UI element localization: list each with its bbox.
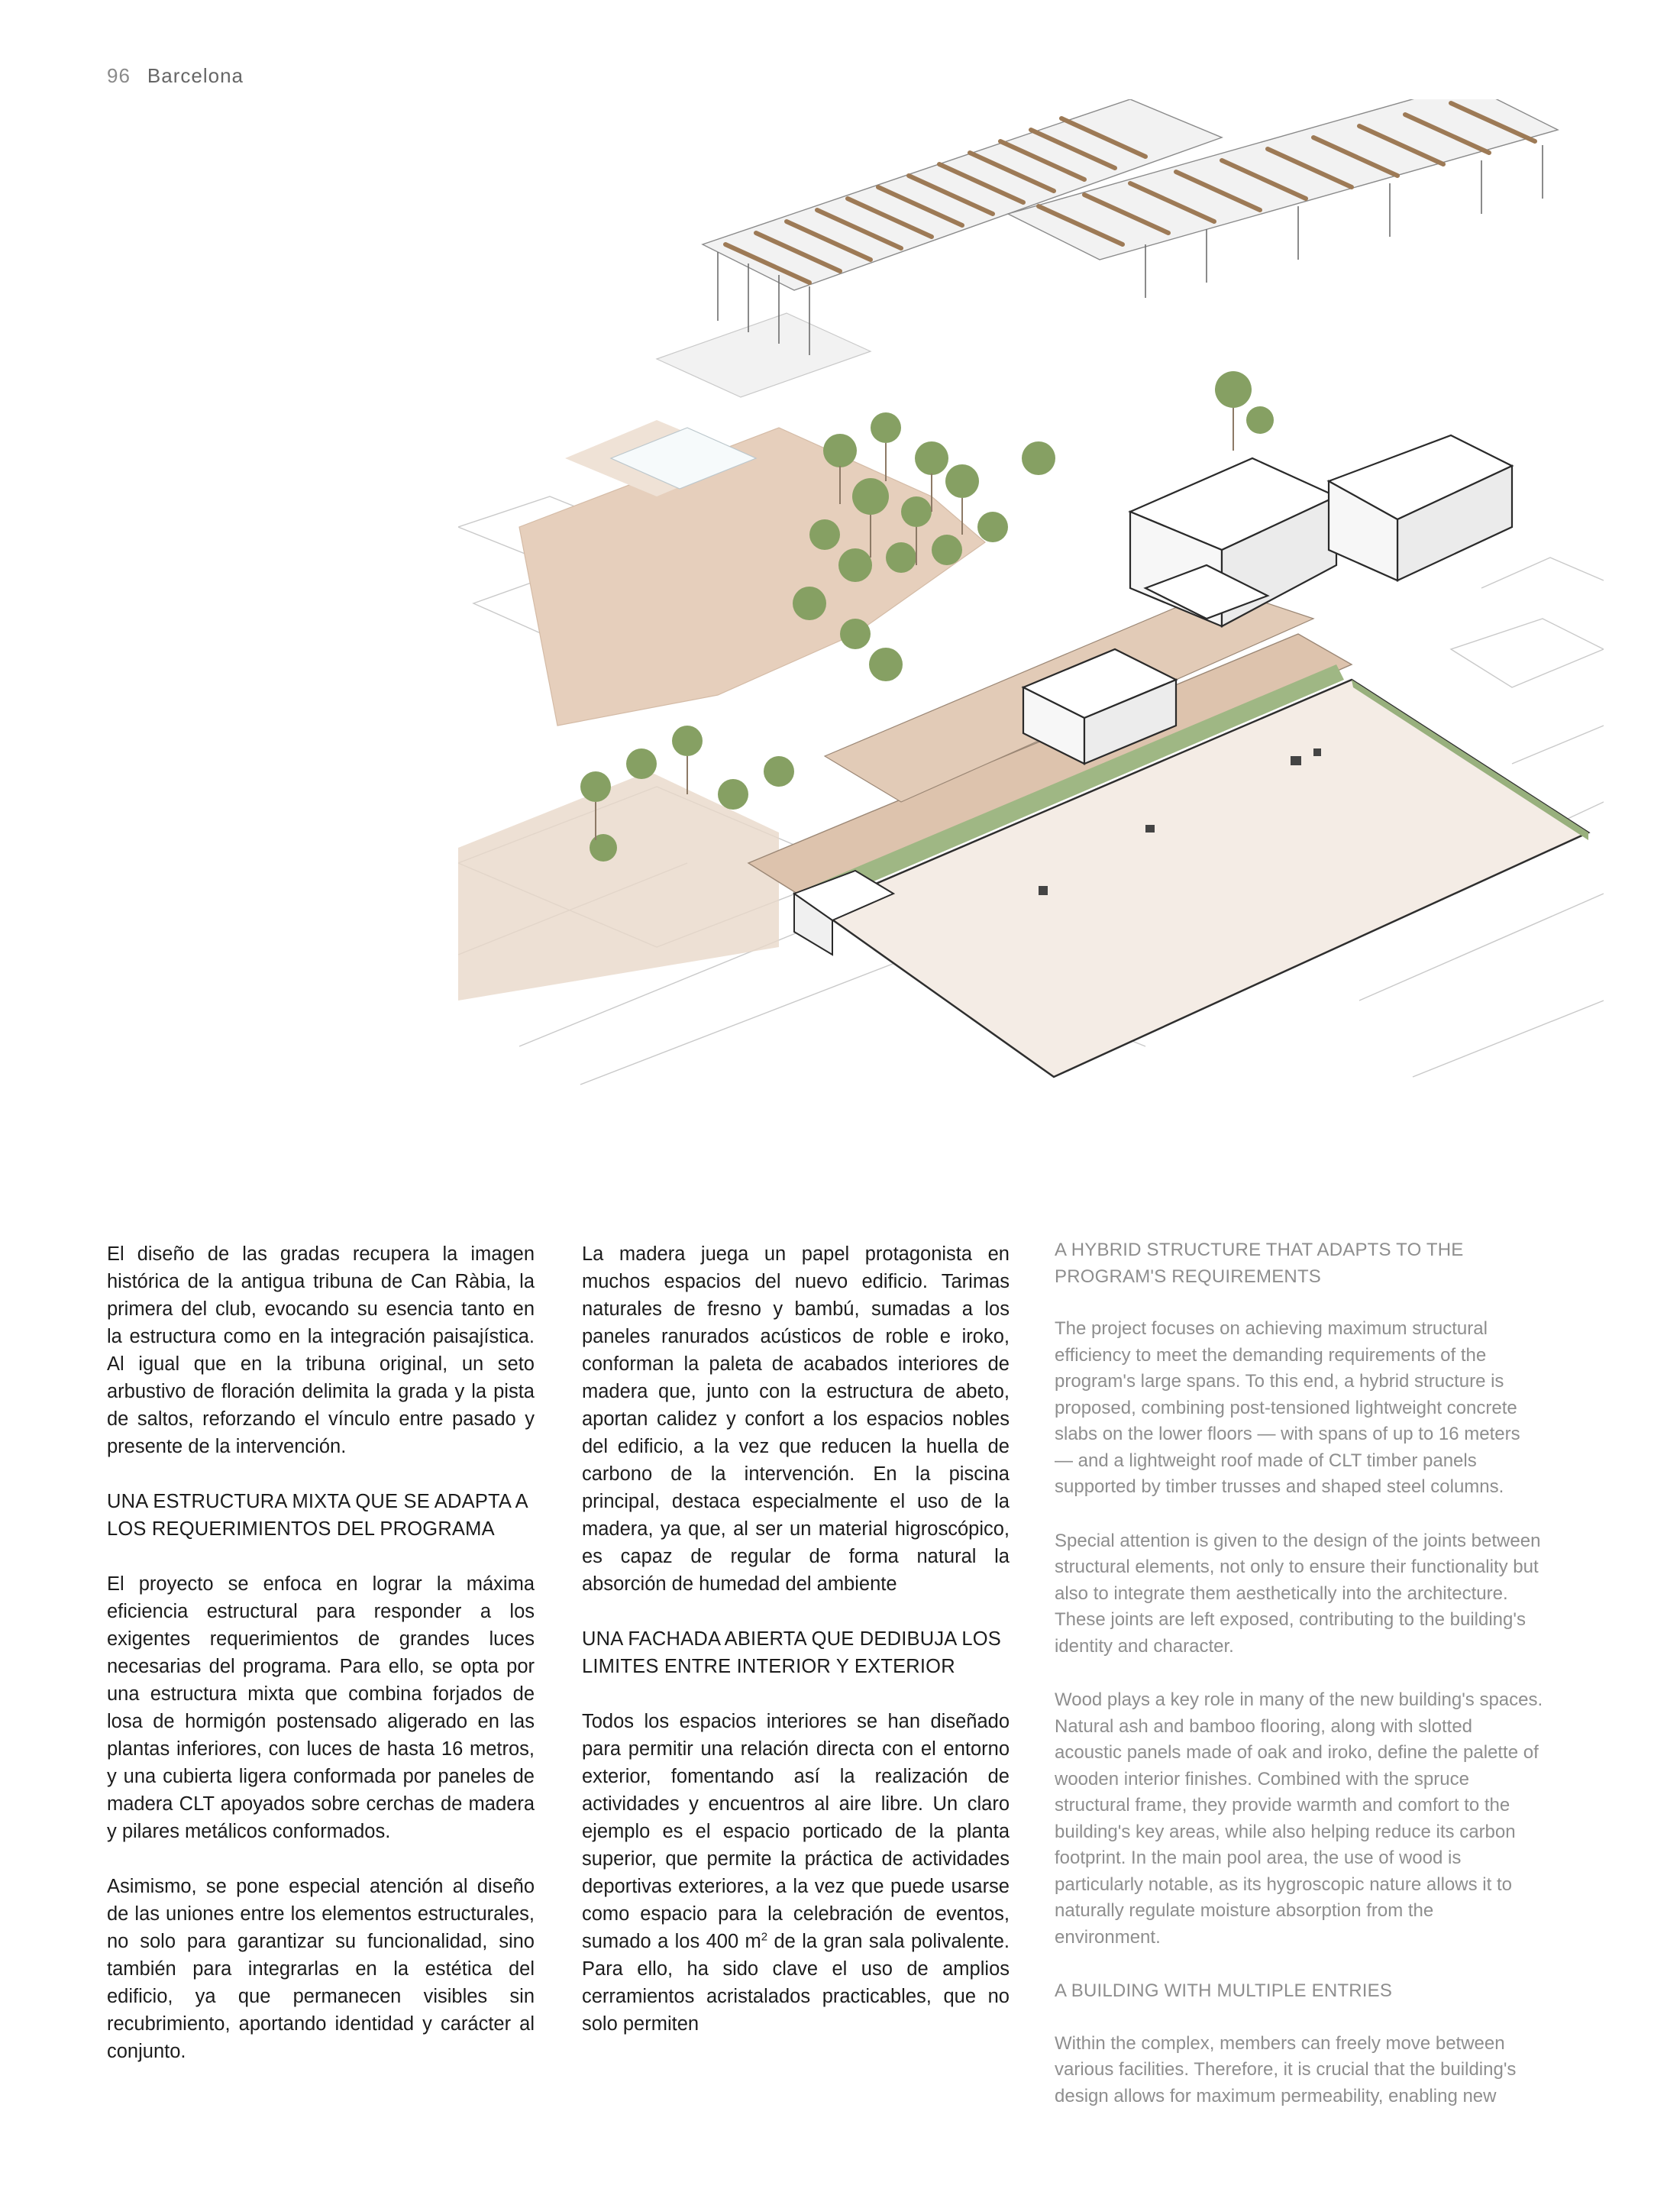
section-heading: A BUILDING WITH MULTIPLE ENTRIES [1055,1980,1393,2001]
section-heading: UNA FACHADA ABIERTA QUE DEDIBUJA LOS LIMITES ENTRE INTERIOR Y EXTERIOR [582,1628,1002,1677]
axonometric-illustration [458,99,1604,1184]
axonometric-drawing [458,99,1604,1184]
paragraph: The project focuses on achieving maximum structural efficiency to meet the demanding requirements of the program's large spans. To this end, a hybrid structure is proposed, combining post-tensioned lightweight concrete slabs on the lower floors — with spans of up to 16 meters — and a lightweight roof made of CLT timber panels supported by timber trusses and shaped steel columns. [1055,1318,1520,1497]
section-title: Barcelona [147,64,244,87]
page-number: 96 [107,64,131,87]
paragraph: El proyecto se enfoca en lograr la máxima eficiencia estructural para responder a los exigentes requerimientos de grandes luces necesarias del programa. Para ello, se opta por una estructura mixta que combina forjados de losa de hormigón postensado aligerado en las plantas inferiores, con luces de hasta 16 metros, y una cubierta ligera conformada por paneles de madera CLT apoyados sobre cerchas de madera y pilares metálicos conformados. [107,1573,535,1842]
paragraph: Special attention is given to the design of the joints between structural elements, not only to ensure their functionality but also to integrate them aesthetically into the architecture. These joints are left exposed, contributing to the building's identity and character. [1055,1530,1541,1657]
section-heading: UNA ESTRUCTURA MIXTA QUE SE ADAPTA A LOS REQUERIMIENTOS DEL PROGRAMA [107,1491,528,1540]
building-volumes [1023,435,1512,764]
exploded-roof-structure [703,99,1558,355]
paragraph: La madera juega un papel protagonista en muchos espacios del nuevo edificio. Tarimas naturales de fresno y bambú, sumadas a los paneles ranurados acústicos de roble e iroko, conforman la paleta de acabados interiores de madera que, junto con la estructura de abeto, aportan calidez y confort a los espacios nobles del edificio, a la vez que reducen la huella de carbono de la intervención. En la piscina principal, destaca especialmente el uso de la madera, ya que, al ser un material higroscópico, es capaz de regular de forma natural la absorción de humedad del ambiente [582,1243,1010,1595]
paragraph: Wood plays a key role in many of the new building's spaces. Natural ash and bamboo flooring, along with slotted acoustic panels made of oak and iroko, define the palette of wooden interior finishes. Combined with the spruce structural frame, they provide warmth and comfort to the building's key areas, while also helping reduce its carbon footprint. In the main pool area, the use of wood is particularly notable, as its hygroscopic nature allows it to naturally regulate moisture absorption from the environment. [1055,1689,1543,1948]
superscript: 2 [761,1930,768,1944]
section-heading: A HYBRID STRUCTURE THAT ADAPTS TO THE PROGRAM'S REQUIREMENTS [1055,1240,1464,1287]
text-column-spanish-2 [582,1240,1010,2065]
paragraph: Asimismo, se pone especial atención al diseño de las uniones entre los elementos estructurales, no solo para garantizar su funcionalidad, sino también para integrarlas en la estética del edificio, ya que permanecen visibles sin recubrimiento, aportando identidad y carácter al conjunto. [107,1876,535,2062]
paragraph: Within the complex, members can freely move between various facilities. Therefore, it is crucial that the building's design allows for maximum permeability, enabling new [1055,2032,1517,2106]
text-column-english [1055,1237,1543,2137]
running-header [107,64,244,88]
paragraph-text: Todos los espacios interiores se han diseñado para permitir una relación directa con el entorno exterior, fomentando así la realización de actividades y encuentros al aire libre. Un claro ejemplo es el espacio porticado de la planta superior, que permite la práctica de actividades deportivas exteriores, a la vez que puede usarse como espacio para la celebración de eventos, sumado a los 400 m [582,1711,1010,1952]
paragraph-text: de la gran sala polivalente. Para ello, ha sido clave el uso de amplios cerramientos acristalados practicables, que no solo permiten [582,1931,1010,2035]
text-column-spanish-1 [107,1240,535,2093]
paragraph: El diseño de las gradas recupera la imagen histórica de la antigua tribuna de Can Ràbia, la primera del club, evocando su esencia tanto en la estructura como en la integración paisajística. Al igual que en la tribuna original, un seto arbustivo de floración delimita la grada y la pista de saltos, reforzando el vínculo entre pasado y presente de la intervención. [107,1243,535,1457]
paragraph [582,1708,1010,2038]
